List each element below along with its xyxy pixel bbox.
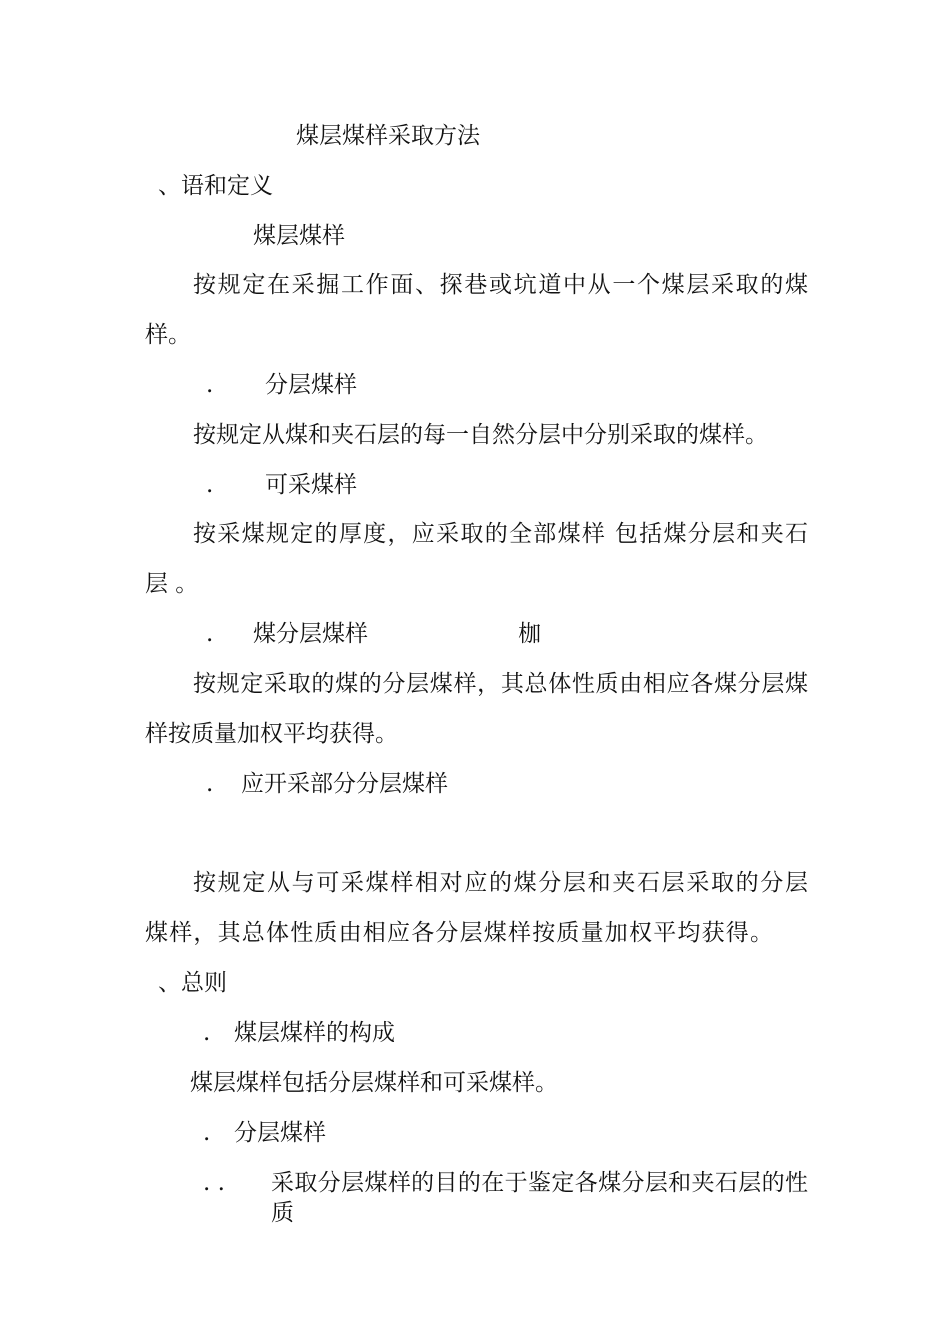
term-label: 煤层煤样 <box>253 223 345 249</box>
term-definition: 按采煤规定的厚度，应采取的全部煤样 包括煤分层和夹石 <box>193 521 808 547</box>
term-label: 可采煤样 <box>265 472 357 498</box>
clause-number: . . <box>203 1170 225 1196</box>
section-heading-general: 、总则 <box>158 970 227 996</box>
term-note: 枷 <box>518 621 541 647</box>
term-number: . <box>206 372 214 398</box>
term-definition-cont: 煤样，其总体性质由相应各分层煤样按质量加权平均获得。 <box>145 920 773 946</box>
term-label: 分层煤样 <box>265 372 357 398</box>
clause-number: . <box>203 1020 211 1046</box>
clause-label: 煤层煤样的构成 <box>234 1020 395 1046</box>
term-definition-cont: 样。 <box>145 322 191 348</box>
term-definition: 按规定在采掘工作面、探巷或坑道中从一个煤层采取的煤 <box>193 272 808 298</box>
clause-text: 采取分层煤样的目的在于鉴定各煤分层和夹石层的性质 <box>271 1170 808 1226</box>
term-label: 煤分层煤样 <box>253 621 368 647</box>
term-label: 应开采部分分层煤样 <box>241 771 448 797</box>
clause-number: . <box>203 1120 211 1146</box>
term-definition: 按规定从煤和夹石层的每一自然分层中分别采取的煤样。 <box>193 422 768 448</box>
document-title: 煤层煤样采取方法 <box>296 123 480 149</box>
term-definition-cont: 样按质量加权平均获得。 <box>145 721 398 747</box>
term-definition: 按规定从与可采煤样相对应的煤分层和夹石层采取的分层 <box>193 870 808 896</box>
term-definition: 按规定采取的煤的分层煤样，其总体性质由相应各煤分层煤 <box>193 671 808 697</box>
term-definition-cont: 层 。 <box>145 571 199 597</box>
term-number: . <box>206 621 214 647</box>
term-number: . <box>206 771 214 797</box>
clause-label: 分层煤样 <box>234 1120 326 1146</box>
section-heading-terms: 、语和定义 <box>158 173 273 199</box>
clause-text: 煤层煤样包括分层煤样和可采煤样。 <box>190 1070 558 1096</box>
term-number: . <box>206 472 214 498</box>
